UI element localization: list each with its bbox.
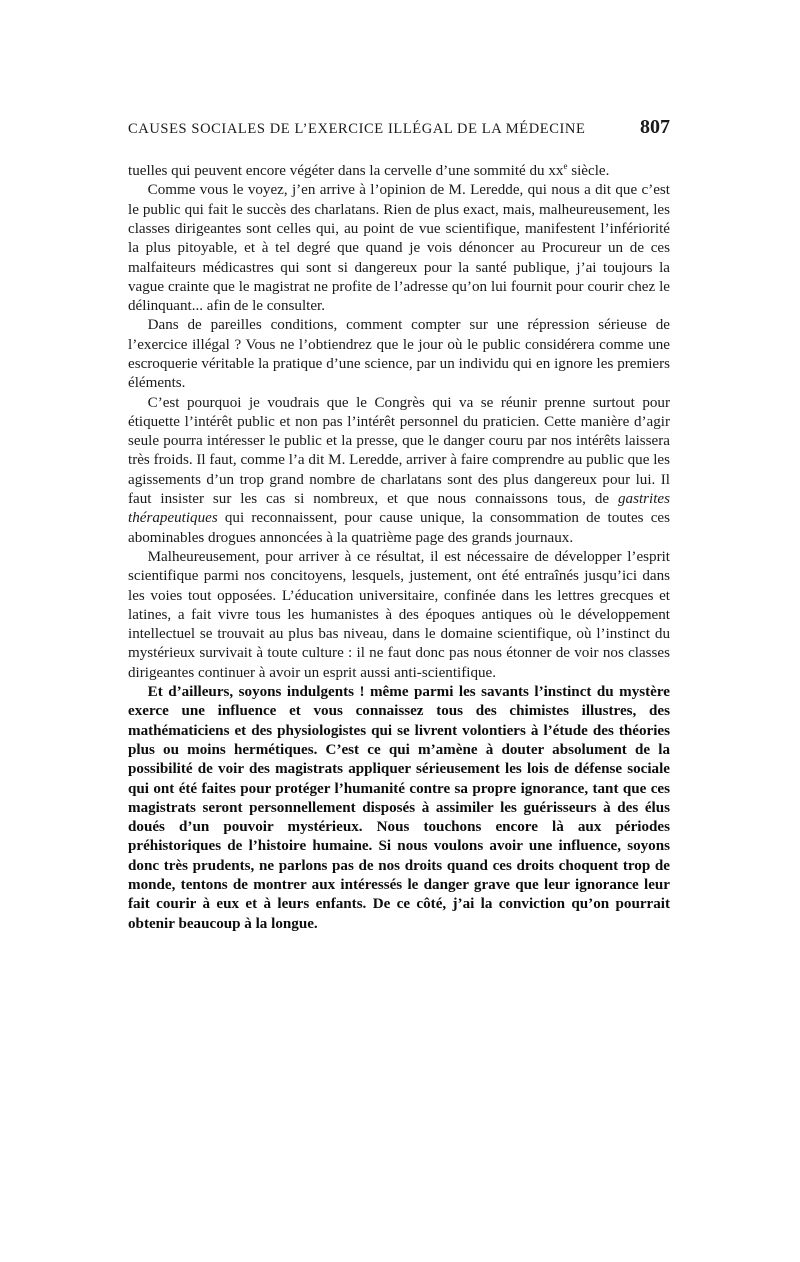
page-number: 807 [640,116,670,138]
book-page [128,116,670,934]
paragraph-5: Malheureusement, pour arriver à ce résultat, il est nécessaire de développer l’esprit scientifique parmi nos concitoyens, lesquels, justement, ont été entraînés jusqu’ici dans les voies tout opposées. L’éducation universitaire, confinée dans les lettres grecques et latines, a fait vivre tous les humanistes à des époques antiques où le développement intellectuel se trouvait au plus bas niveau, dans le domaine scientifique, où l’instinct du mystérieux survivait à toute culture : il ne faut donc pas nous étonner de voir nos classes dirigeantes continuer à avoir un esprit aussi anti-scientifique. [128,548,670,681]
body-text [128,157,670,934]
paragraph-1-text-b: siècle. [567,163,610,180]
century-superscript: e [563,161,568,171]
italic-term: gastrites thérapeutiques [128,491,670,527]
paragraph-2: Comme vous le voyez, j’en arrive à l’opinion de M. Leredde, qui nous a dit que c’est le public qui fait le succès des charlatans. Rien de plus exact, mais, malheureusement, les classes dirigeantes sont celles qui, au point de vue scientifique, manifestent l’infériorité la plus pitoyable, et à tel degré que quand je vois dénoncer au Procureur un de ces malfaiteurs médicastres qui sont si dangereux pour la santé publique, j’ai toujours la vague crainte que le magistrat ne profite de l’adresse qu’on lui fournit pour courir chez le délinquant... afin de le consulter. [128,182,670,315]
paragraph-1 [128,157,670,181]
paragraph-4 [128,394,670,548]
running-header [128,116,670,139]
paragraph-1-text-a: tuelles qui peuvent encore végéter dans la cervelle d’une sommité du xx [128,163,564,180]
paragraph-6: Et d’ailleurs, soyons indulgents ! même parmi les savants l’instinct du mystère exerce une influence et vous connaissez tous des chimistes illustres, des mathématiciens et des physiologistes qui se livrent volontiers à l’étude des théories plus ou moins hermétiques. C’est ce qui m’amène à douter absolument de la possibilité de voir des magistrats appliquer sérieusement les lois de défense sociale qui ont été faites pour protéger l’humanité contre sa propre ignorance, tant que ces magistrats seront personnellement disposés à assimiler les guérisseurs à des élus doués d’un pouvoir mystérieux. Nous touchons encore là aux périodes préhistoriques de l’histoire humaine. Si nous voulons avoir une influence, soyons donc très prudents, ne parlons pas de nos droits quand ces droits choquent trop de monde, tentons de montrer aux intéressés le danger grave que leur ignorance leur fait courir à eux et à leurs enfants. De ce côté, j’ai la conviction qu’on pourrait obtenir beaucoup à la longue. [128,684,670,932]
paragraph-4-text-b: qui reconnaissent, pour cause unique, la consommation de toutes ces abominables drogues annoncées à la quatrième page des grands journaux. [128,510,670,546]
paragraph-3: Dans de pareilles conditions, comment compter sur une répression sérieuse de l’exercice illégal ? Vous ne l’obtiendrez que le jour où le public considérera comme une escroquerie véritable la pratique d’une science, par un individu qui en ignore les premiers éléments. [128,317,670,392]
running-title: CAUSES SOCIALES DE L’EXERCICE ILLÉGAL DE LA MÉDECINE [128,121,586,137]
paragraph-4-text-a: C’est pourquoi je voudrais que le Congrès qui va se réunir prenne surtout pour étiquette l’intérêt public et non pas l’intérêt personnel du praticien. Cette manière d’agir seule pourra intéresser le public et la presse, que le danger couru par nos intérêts laissera très froids. Il faut, comme l’a dit M. Leredde, arriver à faire comprendre au public que les agissements d’un trop grand nombre de charlatans sont des plus dangereux pour lui. Il faut insister sur les cas si nombreux, et que nous connaissons tous, de [128,394,670,508]
